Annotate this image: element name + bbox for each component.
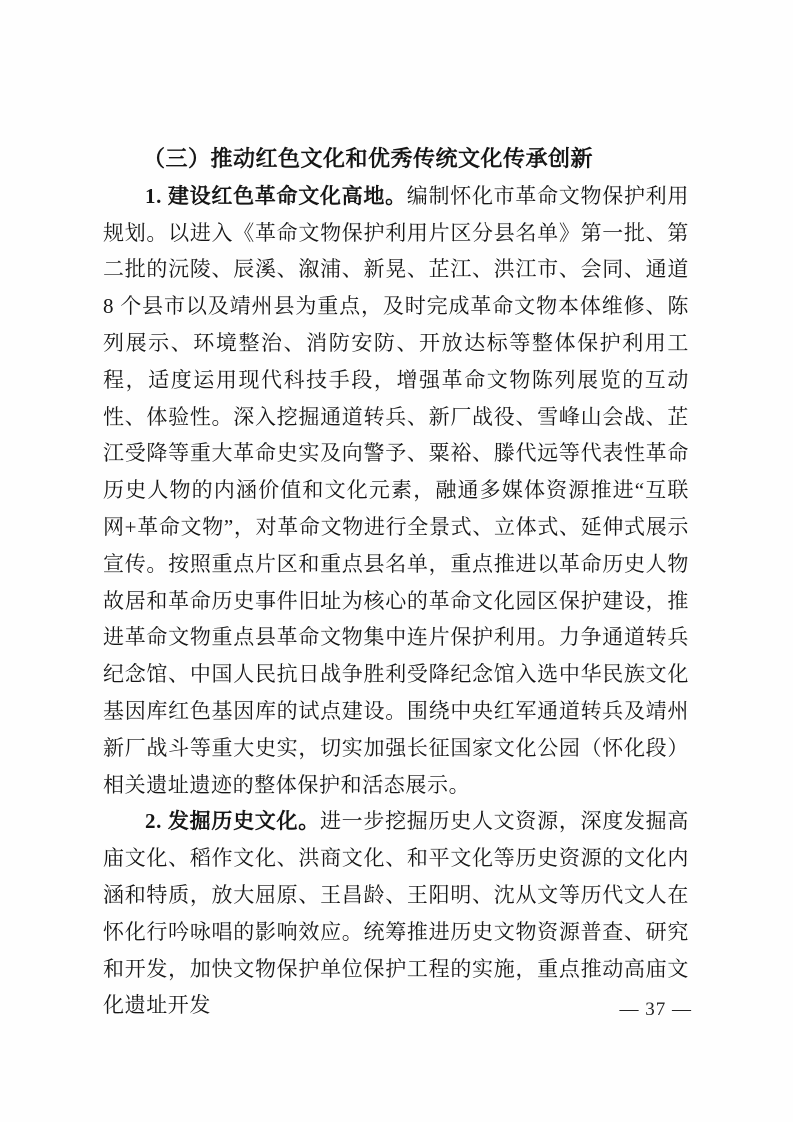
section-heading: （三）推动红色文化和优秀传统文化传承创新: [143, 146, 594, 171]
paragraph-1-lead: 1. 建设红色革命文化高地。: [145, 183, 407, 208]
page-number: — 37 —: [619, 999, 692, 1020]
paragraph-2: [103, 803, 689, 1024]
paragraph-1-text: 编制怀化市革命文物保护利用规划。以进入《革命文物保护利用片区分县名单》第一批、第二批的沅陵、辰溪、溆浦、新晃、芷江、洪江市、会同、通道 8 个县市以及靖州县为重点，及时完成革命文物本体维修、陈列展示、环境整治、消防安防、开放达标等整体保护利用工程，适度运用现代科技手段，增强革命文物陈列展览的互动性、体验性。深入挖掘通道转兵、新厂战役、雪峰山会战、芷江受降等重大革命史实及向警予、粟裕、滕代远等代表性革命历史人物的内涵价值和文化元素，融通多媒体资源推进“互联网+革命文物”，对革命文物进行全景式、立体式、延伸式展示宣传。按照重点片区和重点县名单，重点推进以革命历史人物故居和革命历史事件旧址为核心的革命文化园区保护建设，推进革命文物重点县革命文物集中连片保护利用。力争通道转兵纪念馆、中国人民抗日战争胜利受降纪念馆入选中华民族文化基因库红色基因库的试点建设。围绕中央红军通道转兵及靖州新厂战斗等重大史实，切实加强长征国家文化公园（怀化段）相关遗址遗迹的整体保护和活态展示。: [103, 183, 689, 797]
paragraph-2-text: 进一步挖掘历史人文资源，深度发掘高庙文化、稻作文化、洪商文化、和平文化等历史资源的文化内涵和特质，放大屈原、王昌龄、王阳明、沈从文等历代文人在怀化行吟咏唱的影响效应。统筹推进历史文物资源普查、研究和开发，加快文物保护单位保护工程的实施，重点推动高庙文化遗址开发: [103, 809, 690, 1018]
document-body: [103, 141, 689, 1024]
paragraph-2-lead: 2. 发掘历史文化。: [145, 809, 320, 834]
paragraph-1: [103, 178, 689, 804]
